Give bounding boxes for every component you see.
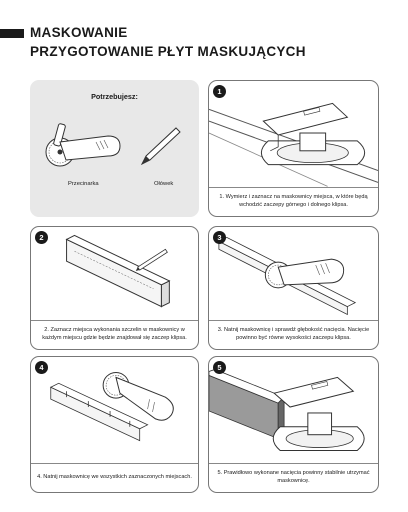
accent-bar xyxy=(0,29,24,38)
step-1-badge: 1 xyxy=(213,85,226,98)
step-3-badge: 3 xyxy=(213,231,226,244)
cutter-icon xyxy=(38,118,130,178)
step-4-badge: 4 xyxy=(35,361,48,374)
step-1-panel xyxy=(208,80,379,217)
step-3-illustration xyxy=(209,227,378,320)
step-1-illustration xyxy=(209,81,378,187)
step-2-badge: 2 xyxy=(35,231,48,244)
step-5-panel xyxy=(208,356,379,493)
page-title: MASKOWANIE xyxy=(30,25,128,40)
requirements-panel xyxy=(30,80,199,217)
step-2-caption: 2. Zaznacz miejsca wykonania szczelin w maskownicy w każdym miejscu gdzie będzie znajdował się zaczep klipsa. xyxy=(42,327,187,341)
tool-label-cutter: Przecinarka xyxy=(68,181,99,187)
page-subtitle: PRZYGOTOWANIE PŁYT MASKUJĄCYCH xyxy=(30,44,306,59)
step-3-panel xyxy=(208,226,379,350)
step-4-panel xyxy=(30,356,199,493)
step-3-caption: 3. Natnij maskownicę i sprawdź głębokość nacięcia. Nacięcie powinno być równe wysokości zaczepu klipsa. xyxy=(217,327,370,341)
step-4-illustration xyxy=(31,357,198,463)
pencil-icon xyxy=(136,122,184,170)
step-4-caption: 4. Natnij maskownicę we wszystkich zaznaczonych miejscach. xyxy=(37,474,192,481)
step-2-panel xyxy=(30,226,199,350)
step-1-caption: 1. Wymierz i zaznacz na maskownicy miejsca, w które będą wchodzić zaczepy górnego i dolnego klipsa. xyxy=(219,194,368,208)
step-5-illustration xyxy=(209,357,378,463)
step-5-badge: 5 xyxy=(213,361,226,374)
tool-label-pencil: Ołówek xyxy=(154,181,174,187)
step-2-illustration xyxy=(31,227,198,320)
step-5-caption: 5. Prawidłowo wykonane nacięcia powinny stabilnie utrzymać maskownicę. xyxy=(217,470,370,484)
requirements-title: Potrzebujesz: xyxy=(91,92,138,101)
